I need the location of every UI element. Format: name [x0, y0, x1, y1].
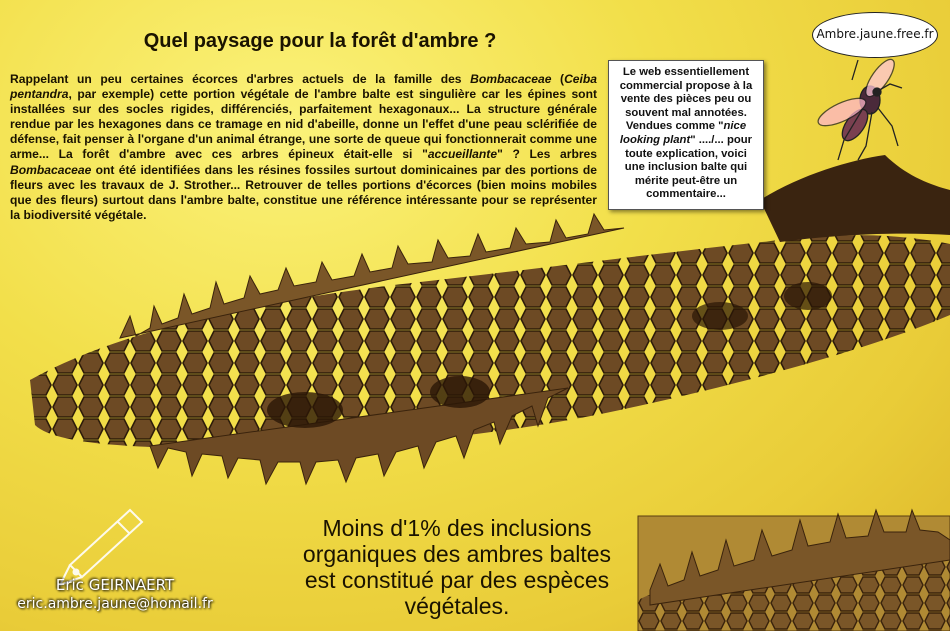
dark-hollow — [692, 302, 748, 330]
fly-drawing — [815, 55, 902, 160]
dark-hollow — [430, 376, 490, 408]
page-title: Quel paysage pour la forêt d'ambre ? — [143, 30, 497, 52]
web-commentary-note: Le web essentiellement commercial propose à la vente des pièces peu ou souvent mal annotées. Vendues comme "nice looking plant" ..../... pour toute explication, voici une inclusion balte qui mérite peut-être un commentaire... — [608, 60, 764, 210]
dark-hollow — [784, 282, 832, 310]
author-signature — [0, 576, 230, 614]
site-url-bubble[interactable]: Ambre.jaune.free.fr — [812, 12, 938, 58]
author-name: Eric GEIRNAERT — [55, 576, 175, 594]
author-email[interactable]: eric.ambre.jaune@homail.fr — [17, 596, 213, 612]
pen-logo — [60, 510, 142, 585]
inclusion-caption: Moins d'1% des inclusions organiques des ambres baltes est constitué par des espèces végétales. — [302, 515, 612, 619]
description-paragraph: Rappelant un peu certaines écorces d'arbres actuels de la famille des Bombacaceae (Ceiba pentandra, par exemple) cette portion végétale de l'ambre balte est singulière car les épines sont installées sur des socles rigides, différenciés, parfaitement hexagonaux... La structure générale rendue par les hexagones dans ce tramage en nid d'abeille, donne un l'effet d'une peau sclérifiée de défense, fait penser à l'organe d'un animal étrange, une sorte de queue qui fonctionnerait comme une arme... La forêt d'ambre avec ces arbres épineux était-elle si "accueillante" ? Les arbres Bombacaceae ont été identifiées dans les résines fossiles surtout dominicaines par des portions de fleurs avec les travaux de J. Strother... Retrouver de telles portions d'écorces (bien moins mobiles que des fleurs) surtout dans l'ambre balte, constitue une référence intéressante pour se représenter la biodiversité végétale. — [10, 72, 597, 222]
dark-hollow — [267, 392, 343, 428]
dark-fragment — [760, 155, 950, 242]
